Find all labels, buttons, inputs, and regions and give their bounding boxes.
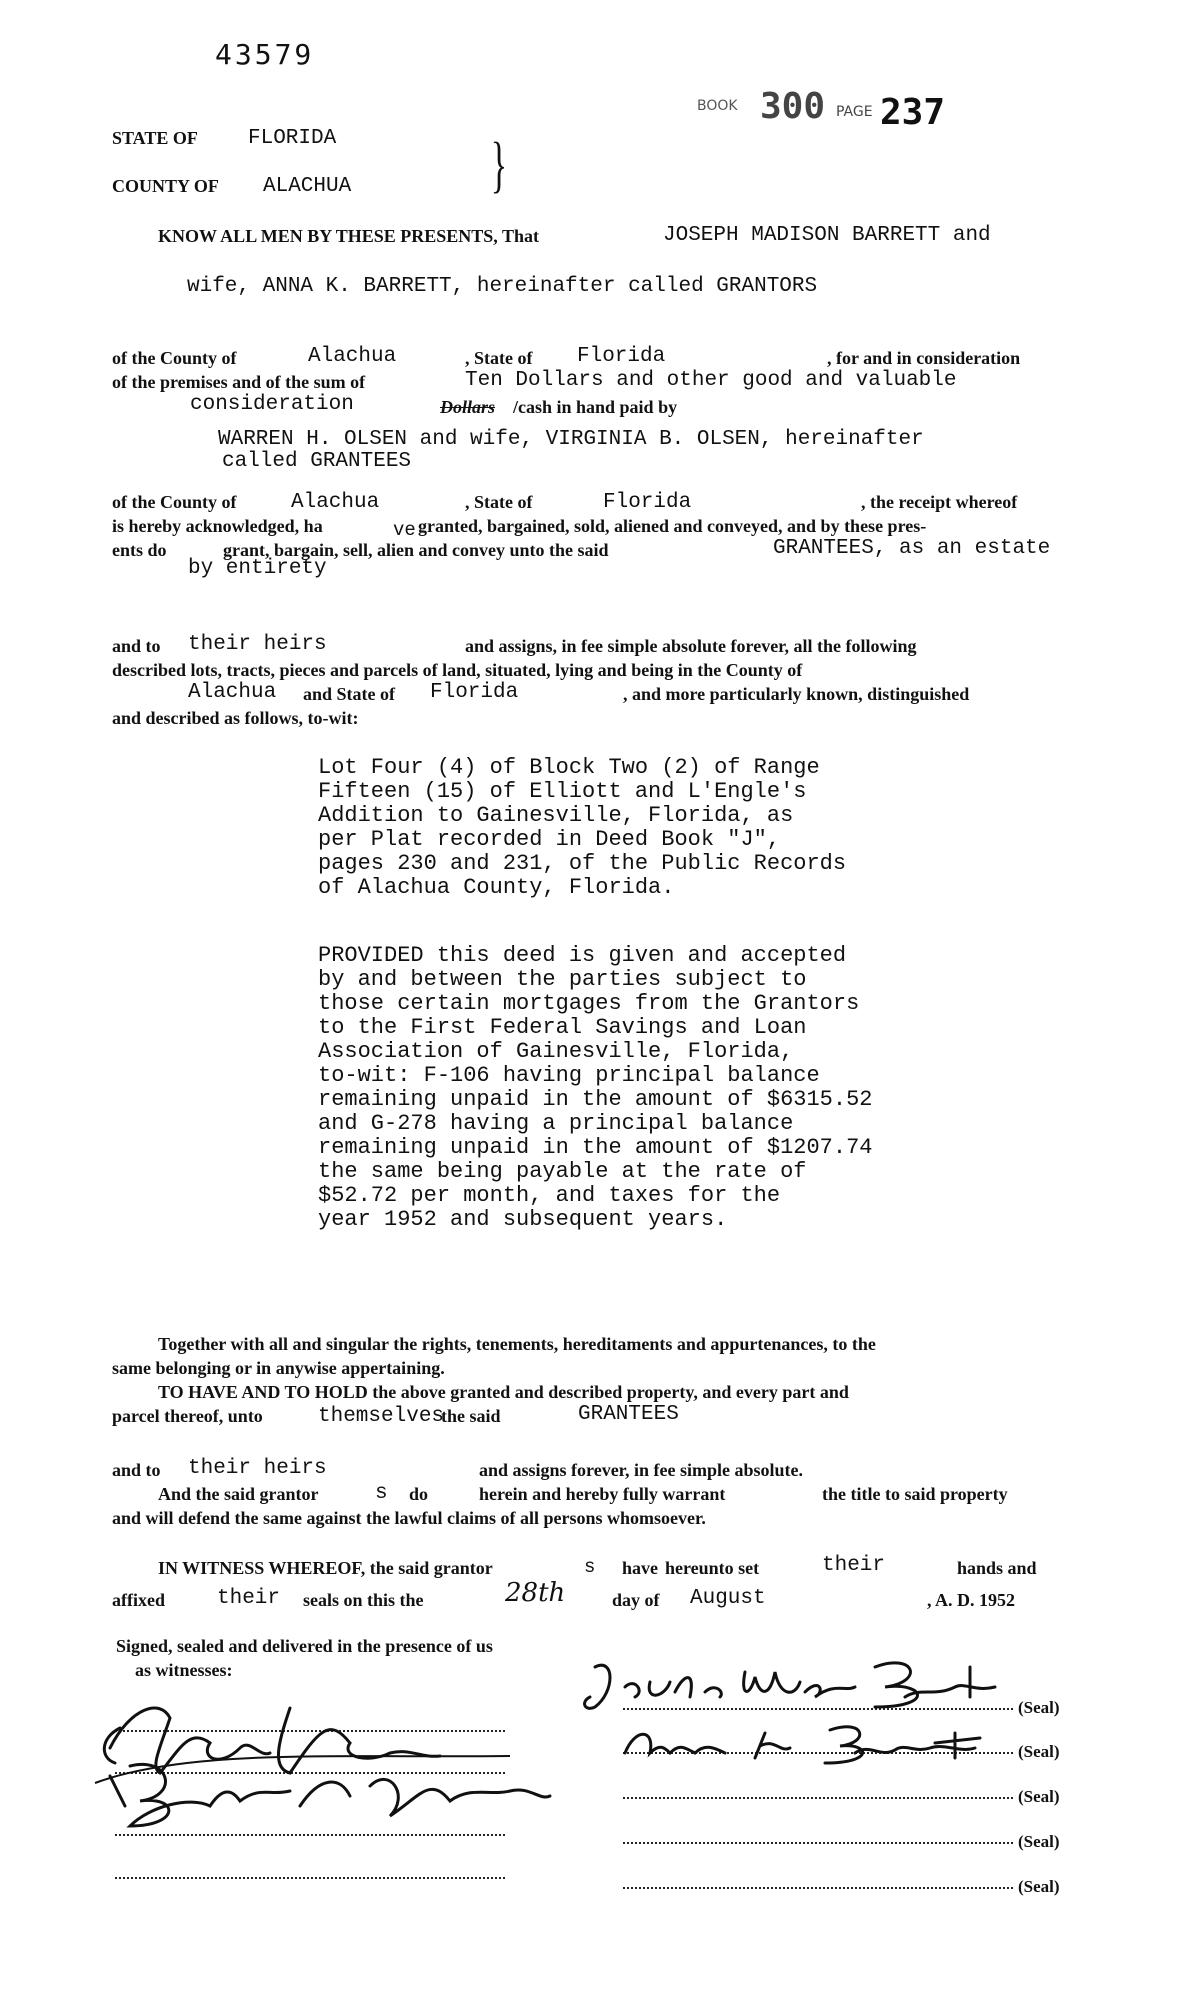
testimonium-month: August [690,1587,766,1610]
instrument-number: 43579 [215,38,315,71]
grantor-line [623,1842,1013,1844]
receipt-line3a: ents do [112,540,167,560]
testimonium-ad: , A. D. 1952 [927,1590,1016,1610]
heirs-line2: described lots, tracts, pieces and parcels of land, situated, lying and being in the County of [112,660,803,680]
seal-label: (Seal) [1018,1877,1060,1896]
premises-text: of the premises and of the sum of [112,372,366,392]
state-label-2: , State of [465,348,533,368]
witness-signed-line: Signed, sealed and delivered in the presence of us [116,1636,493,1656]
heirs-their-heirs: their heirs [188,633,327,656]
receipt-state-label: , State of [465,492,533,512]
grantor-signature-1 [575,1652,1015,1722]
grantor-line [623,1797,1013,1799]
state-value: FLORIDA [248,127,337,150]
grantees-line2: called GRANTEES [222,450,412,473]
consideration-amount: Ten Dollars and other good and valuable [465,369,957,392]
habendum-assigns: and assigns forever, in fee simple absolute. [479,1460,804,1480]
legal-line: Lot Four (4) of Block Two (2) of Range [318,755,820,780]
book-label: BOOK [697,98,738,114]
book-number: 300 [760,86,826,127]
receipt-line2-insert: ve [393,519,416,541]
seal-label: (Seal) [1018,1787,1060,1806]
county-label: COUNTY OF [112,176,219,196]
brace: } [490,131,508,199]
proviso [318,944,873,1232]
grantors-line2: wife, ANNA K. BARRETT, hereinafter called GRANTORS [187,275,818,298]
receipt-line3b: grant, bargain, sell, alien and convey unto the said [223,540,609,560]
habendum-their-heirs: their heirs [188,1457,327,1480]
proviso-line: to the First Federal Savings and Loan [318,1015,807,1040]
receipt-line2a: is hereby acknowledged, ha [112,516,323,536]
testimonium-affixed: affixed [112,1590,165,1610]
habendum-line3: TO HAVE AND TO HOLD the above granted and described property, and every part and [158,1382,849,1402]
habendum-line2: same belonging or in anywise appertaining. [112,1358,445,1378]
dollars-struck: Dollars [440,397,496,417]
witness-line [115,1877,505,1879]
receipt-whereof: , the receipt whereof [861,492,1018,512]
proviso-line: year 1952 and subsequent years. [318,1207,728,1232]
habendum-the-said: the said [441,1406,501,1426]
heirs-county: Alachua [188,681,277,704]
warranty-c: the title to said property [822,1484,1008,1504]
heirs-and-state: and State of [303,684,396,704]
heirs-particular: , and more particularly known, distinguished [623,684,970,704]
testimonium-hereunto: hereunto set [665,1558,760,1578]
legal-line: Addition to Gainesville, Florida, as [318,803,794,828]
testimonium-day-of: day of [612,1590,660,1610]
habendum-line1: Together with all and singular the rights, tenements, hereditaments and appurtenances, to the [158,1334,876,1354]
witness2-name: Bettye L. Lowell [120,1935,129,1936]
receipt-county: Alachua [291,491,380,514]
cash-text: /cash in hand paid by [513,397,678,417]
proviso-line: PROVIDED this deed is given and accepted [318,943,847,968]
county-value: ALACHUA [263,175,352,198]
proviso-line: remaining unpaid in the amount of $1207.74 [318,1135,873,1160]
witness-as-witnesses: as witnesses: [135,1660,233,1680]
heirs-state: Florida [430,681,519,704]
proviso-line: Association of Gainesville, Florida, [318,1039,794,1064]
witness1-name: William Graber [120,1930,128,1931]
witness-signature-2 [90,1756,560,1836]
legal-line: Fifteen (15) of Elliott and L'Engle's [318,779,807,804]
warranty-do: do [409,1484,429,1504]
of-county-label: of the County of [112,348,237,368]
day-handwritten: 28th [505,1578,566,1608]
state-label: STATE OF [112,128,198,148]
testimonium-hands: hands and [957,1558,1037,1578]
legal-line: per Plat recorded in Deed Book "J", [318,827,781,852]
heirs-line4: and described as follows, to-wit: [112,708,359,728]
legal-line: of Alachua County, Florida. [318,875,675,900]
testimonium-seals: seals on this the [303,1590,424,1610]
proviso-line: to-wit: F-106 having principal balance [318,1063,820,1088]
testimonium-line1: IN WITNESS WHEREOF, the said grantor [158,1558,493,1578]
warranty-defend: and will defend the same against the lawful claims of all persons whomsoever. [112,1508,706,1528]
warranty-a: And the said grantor [158,1484,319,1504]
grantees-line1: WARREN H. OLSEN and wife, VIRGINIA B. OLSEN, hereinafter [218,428,924,451]
testimonium-their: their [822,1554,886,1577]
seal-label: (Seal) [1018,1742,1060,1761]
heirs-assigns: and assigns, in fee simple absolute forever, all the following [465,636,917,656]
testimonium-their2: their [217,1587,281,1610]
consideration-label: , for and in consideration [827,348,1021,368]
receipt-county-label: of the County of [112,492,237,512]
seal-label: (Seal) [1018,1832,1060,1851]
receipt-state: Florida [603,491,692,514]
proviso-line: and G-278 having a principal balance [318,1111,794,1136]
page-number: 237 [880,92,946,133]
receipt-line2b: granted, bargained, sold, aliened and conveyed, and by these pres- [418,516,927,536]
proviso-line: the same being payable at the rate of [318,1159,807,1184]
habendum-grantees: GRANTEES [578,1403,679,1426]
habendum-and-to: and to [112,1460,161,1480]
seal-label: (Seal) [1018,1698,1060,1717]
proviso-line: by and between the parties subject to [318,967,807,992]
testimonium-have: have [622,1558,658,1578]
grantor-signature-2 [615,1718,1015,1768]
heirs-and-to: and to [112,636,161,656]
testimonium-s: s [584,1556,596,1578]
grantor1-name: Joseph Madison Barrett [620,1930,633,1931]
legal-line: pages 230 and 231, of the Public Records [318,851,847,876]
receipt-grantees: GRANTEES, as an estate [773,537,1051,560]
grantors-names: JOSEPH MADISON BARRETT and [663,224,991,247]
receipt-entirety: by entirety [188,557,327,580]
legal-description [318,756,846,900]
proviso-line: those certain mortgages from the Grantors [318,991,860,1016]
warranty-s: s [375,1482,388,1505]
preamble-intro: KNOW ALL MEN BY THESE PRESENTS, That [158,226,539,246]
habendum-themselves: themselves [318,1405,445,1428]
consideration-amount-2: consideration [190,393,354,416]
county-name: Alachua [308,345,397,368]
state-name: Florida [577,345,666,368]
proviso-line: remaining unpaid in the amount of $6315.52 [318,1087,873,1112]
page-label: PAGE [836,104,873,120]
habendum-line4: parcel thereof, unto [112,1406,263,1426]
grantor-line [623,1887,1013,1889]
warranty-b: herein and hereby fully warrant [479,1484,726,1504]
proviso-line: $52.72 per month, and taxes for the [318,1183,781,1208]
grantor2-name: Anna K. Barrett [620,1935,628,1936]
